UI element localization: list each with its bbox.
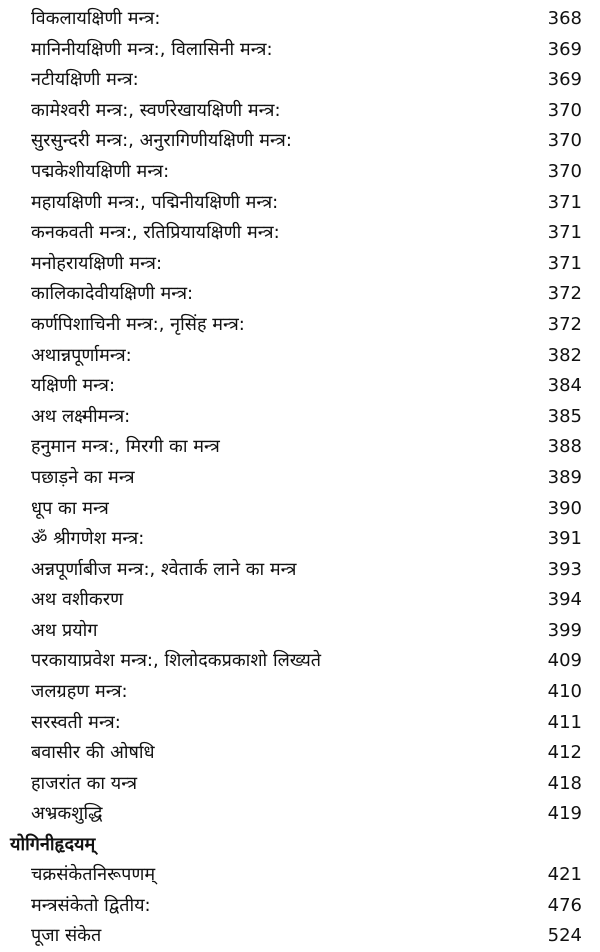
toc-entry-page-number: 418 xyxy=(547,772,582,794)
toc-entry xyxy=(0,555,600,586)
section-heading: योगिनीहृदयम् xyxy=(10,834,96,856)
toc-entry xyxy=(0,249,600,280)
toc-entry-page-number: 385 xyxy=(547,405,582,427)
toc-entry-page-number: 369 xyxy=(547,69,582,91)
toc-entry-title: कनकवती मन्त्र:, रतिप्रियायक्षिणी मन्त्र: xyxy=(31,222,280,244)
toc-entry-title: अथ वशीकरण xyxy=(31,589,124,611)
toc-entry xyxy=(0,494,600,525)
toc-entry-page-number: 371 xyxy=(547,191,582,213)
toc-entry xyxy=(0,157,600,188)
toc-entry-page-number: 524 xyxy=(547,925,582,947)
toc-entry-title: कालिकादेवीयक्षिणी मन्त्र: xyxy=(31,283,194,305)
toc-entry-title: पद्मकेशीयक्षिणी मन्त्र: xyxy=(31,160,170,182)
toc-entry xyxy=(0,96,600,127)
toc-entry-title: पूजा संकेत xyxy=(31,925,102,947)
toc-entry-page-number: 476 xyxy=(547,894,582,916)
toc-entry-page-number: 393 xyxy=(547,558,582,580)
toc-entry-title: सुरसुन्दरी मन्त्र:, अनुरागिणीयक्षिणी मन्त्र: xyxy=(31,130,292,152)
toc-entry-title: परकायाप्रवेश मन्त्र:, शिलोदकप्रकाशो लिख्यते xyxy=(31,650,322,672)
toc-entry-page-number: 372 xyxy=(547,313,582,335)
toc-entry xyxy=(0,799,600,830)
toc-entry-title: नटीयक्षिणी मन्त्र: xyxy=(31,69,139,91)
toc-entry-page-number: 394 xyxy=(547,589,582,611)
toc-entry-title: हनुमान मन्त्र:, मिरगी का मन्त्र xyxy=(31,436,220,458)
toc-entry-title: कर्णपिशाचिनी मन्त्र:, नृसिंह मन्त्र: xyxy=(31,313,245,335)
toc-entry-page-number: 412 xyxy=(547,742,582,764)
toc-entry-page-number: 388 xyxy=(547,436,582,458)
toc-entry-page-number: 372 xyxy=(547,283,582,305)
toc-entry xyxy=(0,524,600,555)
toc-entry-title: मनोहरायक्षिणी मन्त्र: xyxy=(31,252,163,274)
toc-entry-page-number: 421 xyxy=(547,864,582,886)
toc-entry xyxy=(0,463,600,494)
toc-entry-page-number: 371 xyxy=(547,222,582,244)
toc-entry xyxy=(0,279,600,310)
toc-entry-title: ॐ श्रीगणेश मन्त्र: xyxy=(31,528,145,550)
toc-entry-page-number: 369 xyxy=(547,38,582,60)
toc-entry-title: मानिनीयक्षिणी मन्त्र:, विलासिनी मन्त्र: xyxy=(31,38,273,60)
toc-entry-title: कामेश्वरी मन्त्र:, स्वर्णरेखायक्षिणी मन्त्र: xyxy=(31,99,281,121)
toc-entry xyxy=(0,860,600,891)
toc-entry-title: अथ लक्ष्मीमन्त्र: xyxy=(31,405,131,427)
toc-section-heading-row xyxy=(0,830,600,860)
toc-entry-title: अथान्नपूर्णामन्त्र: xyxy=(31,344,132,366)
toc-entry-page-number: 391 xyxy=(547,528,582,550)
toc-entry-page-number: 384 xyxy=(547,375,582,397)
toc-entry-title: अन्नपूर्णाबीज मन्त्र:, श्वेतार्क लाने का मन्त्र xyxy=(31,558,297,580)
toc-entry xyxy=(0,708,600,739)
toc-entry-title: महायक्षिणी मन्त्र:, पद्मिनीयक्षिणी मन्त्र: xyxy=(31,191,279,213)
toc-entry xyxy=(0,646,600,677)
toc-entries-group-a xyxy=(0,4,600,830)
toc-entry-title: पछाड़ने का मन्त्र xyxy=(31,466,135,488)
toc-entry xyxy=(0,921,600,952)
toc-entry-page-number: 410 xyxy=(547,681,582,703)
toc-entry xyxy=(0,341,600,372)
toc-entry-title: अथ प्रयोग xyxy=(31,619,98,641)
toc-entry-title: जलग्रहण मन्त्र: xyxy=(31,681,128,703)
toc-entry-page-number: 399 xyxy=(547,619,582,641)
toc-entry xyxy=(0,677,600,708)
toc-entry xyxy=(0,218,600,249)
toc-entry xyxy=(0,891,600,922)
toc-entry-page-number: 371 xyxy=(547,252,582,274)
toc-entry-page-number: 411 xyxy=(547,711,582,733)
toc-entry xyxy=(0,738,600,769)
toc-entry xyxy=(0,616,600,647)
toc-entry-title: चक्रसंकेतनिरूपणम् xyxy=(31,864,156,886)
toc-entry-page-number: 409 xyxy=(547,650,582,672)
toc-entry-page-number: 368 xyxy=(547,8,582,29)
toc-entries-group-b xyxy=(0,860,600,952)
toc-entry xyxy=(0,402,600,433)
toc-entry-page-number: 370 xyxy=(547,160,582,182)
toc-entry-page-number: 370 xyxy=(547,130,582,152)
toc-entry xyxy=(0,126,600,157)
toc-entry xyxy=(0,310,600,341)
toc-entry xyxy=(0,585,600,616)
toc-entry xyxy=(0,4,600,35)
toc-entry-title: मन्त्रसंकेतो द्वितीय: xyxy=(31,894,151,916)
toc-entry-title: सरस्वती मन्त्र: xyxy=(31,711,121,733)
toc-entry xyxy=(0,371,600,402)
toc-entry-title: हाजरांत का यन्त्र xyxy=(31,772,138,794)
toc-entry-title: बवासीर की ओषधि xyxy=(31,742,155,764)
toc-entry-title: विकलायक्षिणी मन्त्र: xyxy=(31,8,161,29)
toc-entry-page-number: 419 xyxy=(547,803,582,825)
toc-entry-title: यक्षिणी मन्त्र: xyxy=(31,375,116,397)
toc-entry xyxy=(0,35,600,66)
toc-entry-title: अभ्रकशुद्धि xyxy=(31,803,103,825)
table-of-contents xyxy=(0,4,600,952)
toc-entry xyxy=(0,65,600,96)
toc-entry xyxy=(0,432,600,463)
toc-entry-page-number: 390 xyxy=(547,497,582,519)
toc-entry xyxy=(0,769,600,800)
toc-entry xyxy=(0,188,600,219)
toc-entry-title: धूप का मन्त्र xyxy=(31,497,109,519)
toc-entry-page-number: 382 xyxy=(547,344,582,366)
toc-entry-page-number: 389 xyxy=(547,466,582,488)
toc-entry-page-number: 370 xyxy=(547,99,582,121)
